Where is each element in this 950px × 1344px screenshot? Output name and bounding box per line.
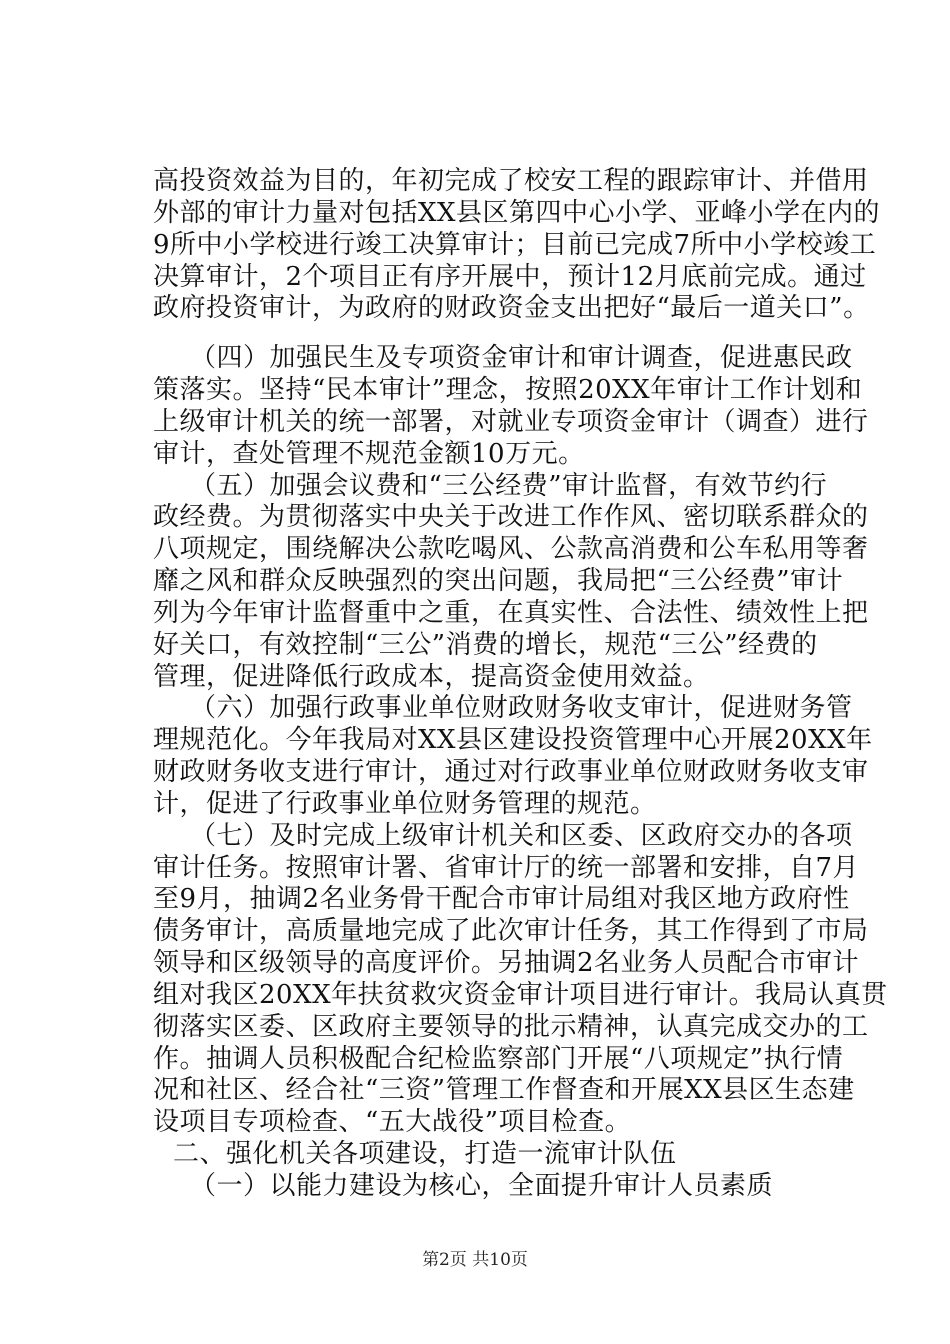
body-line: 政府投资审计，为政府的财政资金支出把好“最后一道关口”。 — [153, 293, 870, 323]
body-line: 八项规定，围绕解决公款吃喝风、公款高消费和公车私用等奢 — [153, 534, 869, 564]
body-line: 审计任务。按照审计署、省审计厅的统一部署和安排，自7月 — [153, 853, 860, 883]
body-line: 9所中小学校进行竣工决算审计；目前已完成7所中小学校竣工 — [153, 230, 877, 260]
body-line: 政经费。为贯彻落实中央关于改进工作作风、密切联系群众的 — [153, 502, 869, 532]
paragraph-first-line: （六）加强行政事业单位财政财务收支审计，促进财务管 — [190, 693, 853, 723]
body-line: 领导和区级领导的高度评价。另抽调2名业务人员配合市审计 — [153, 948, 860, 978]
paragraph-first-line: （四）加强民生及专项资金审计和审计调查，促进惠民政 — [190, 343, 853, 373]
body-line: 策落实。坚持“民本审计”理念，按照20XX年审计工作计划和 — [153, 375, 863, 405]
body-line: 审计，查处管理不规范金额10万元。 — [153, 439, 585, 469]
body-line: 外部的审计力量对包括XX县区第四中心小学、亚峰小学在内的 — [153, 198, 881, 228]
paragraph-first-line: （五）加强会议费和“三公经费”审计监督，有效节约行 — [190, 471, 828, 501]
body-line: 债务审计，高质量地完成了此次审计任务，其工作得到了市局 — [153, 916, 869, 946]
body-line: 决算审计，2个项目正有序开展中，预计12月底前完成。通过 — [153, 262, 867, 292]
body-line: 计，促进了行政事业单位财务管理的规范。 — [153, 789, 657, 819]
body-line: 列为今年审计监督重中之重，在真实性、合法性、绩效性上把 — [153, 598, 869, 628]
body-line: 好关口，有效控制“三公”消费的增长，规范“三公”经费的 — [153, 630, 818, 660]
body-line: 理规范化。今年我局对XX县区建设投资管理中心开展20XX年 — [153, 725, 873, 755]
body-line: 作。抽调人员积极配合纪检监察部门开展“八项规定”执行情 — [153, 1044, 844, 1074]
body-line: 至9月，抽调2名业务骨干配合市审计局组对我区地方政府性 — [153, 884, 850, 914]
body-line: 财政财务收支进行审计，通过对行政事业单位财政财务收支审 — [153, 757, 869, 787]
body-line: 彻落实区委、区政府主要领导的批示精神，认真完成交办的工 — [153, 1012, 869, 1042]
section-heading: 二、强化机关各项建设，打造一流审计队伍 — [173, 1139, 677, 1169]
subsection-heading: （一）以能力建设为核心，全面提升审计人员素质 — [190, 1171, 774, 1201]
body-line: 上级审计机关的统一部署，对就业专项资金审计（调查）进行 — [153, 407, 869, 437]
paragraph-first-line: （七）及时完成上级审计机关和区委、区政府交办的各项 — [190, 821, 853, 851]
body-line: 况和社区、经合社“三资”管理工作督查和开展XX县区生态建 — [153, 1075, 855, 1105]
body-line: 设项目专项检查、“五大战役”项目检查。 — [153, 1107, 632, 1137]
body-line: 组对我区20XX年扶贫救灾资金审计项目进行审计。我局认真贯 — [153, 980, 888, 1010]
body-line: 靡之风和群众反映强烈的突出问题，我局把“三公经费”审计 — [153, 566, 844, 596]
body-line: 高投资效益为目的，年初完成了校安工程的跟踪审计、并借用 — [153, 166, 869, 196]
page-footer: 第2页 共10页 — [422, 1250, 528, 1270]
body-line: 管理，促进降低行政成本，提高资金使用效益。 — [153, 662, 710, 692]
